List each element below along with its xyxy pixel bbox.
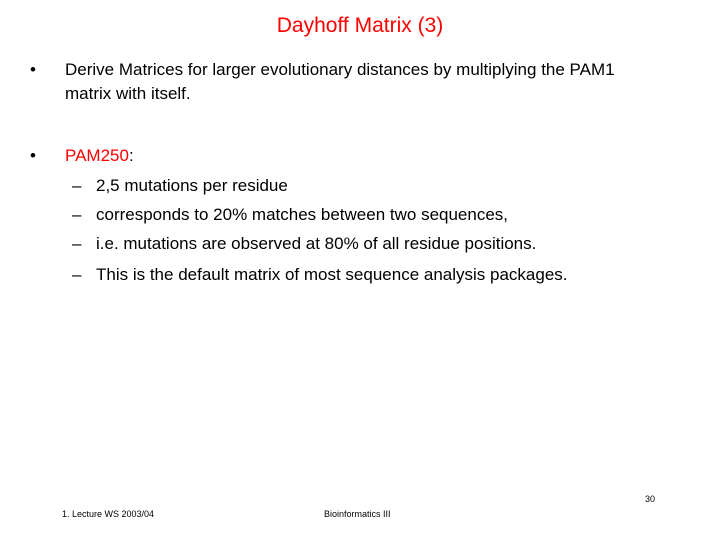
dash-icon: – (72, 234, 82, 253)
pam250-highlight: PAM250 (65, 146, 129, 165)
sub-item-text: i.e. mutations are observed at 80% of all residue positions. (96, 234, 537, 253)
bullet-suffix: : (128, 146, 134, 165)
footer-lecture: 1. Lecture WS 2003/04 (62, 509, 155, 519)
dash-icon: – (72, 176, 82, 195)
bullet-icon: • (30, 146, 36, 165)
bullet-text: Derive Matrices for larger evolutionary distances by multiplying the PAM1 matrix with itself. (65, 60, 615, 103)
bullet-icon: • (30, 60, 36, 79)
page-number: 30 (645, 494, 656, 504)
footer-course: Bioinformatics III (324, 509, 391, 519)
sub-item-text: corresponds to 20% matches between two sequences, (96, 205, 509, 224)
dash-icon: – (72, 265, 82, 284)
slide-title: Dayhoff Matrix (3) (276, 14, 444, 37)
bullet-text (65, 144, 665, 168)
sub-item-text: 2,5 mutations per residue (96, 176, 288, 195)
dash-icon: – (72, 205, 82, 224)
sub-item-text: This is the default matrix of most sequence analysis packages. (96, 265, 568, 284)
